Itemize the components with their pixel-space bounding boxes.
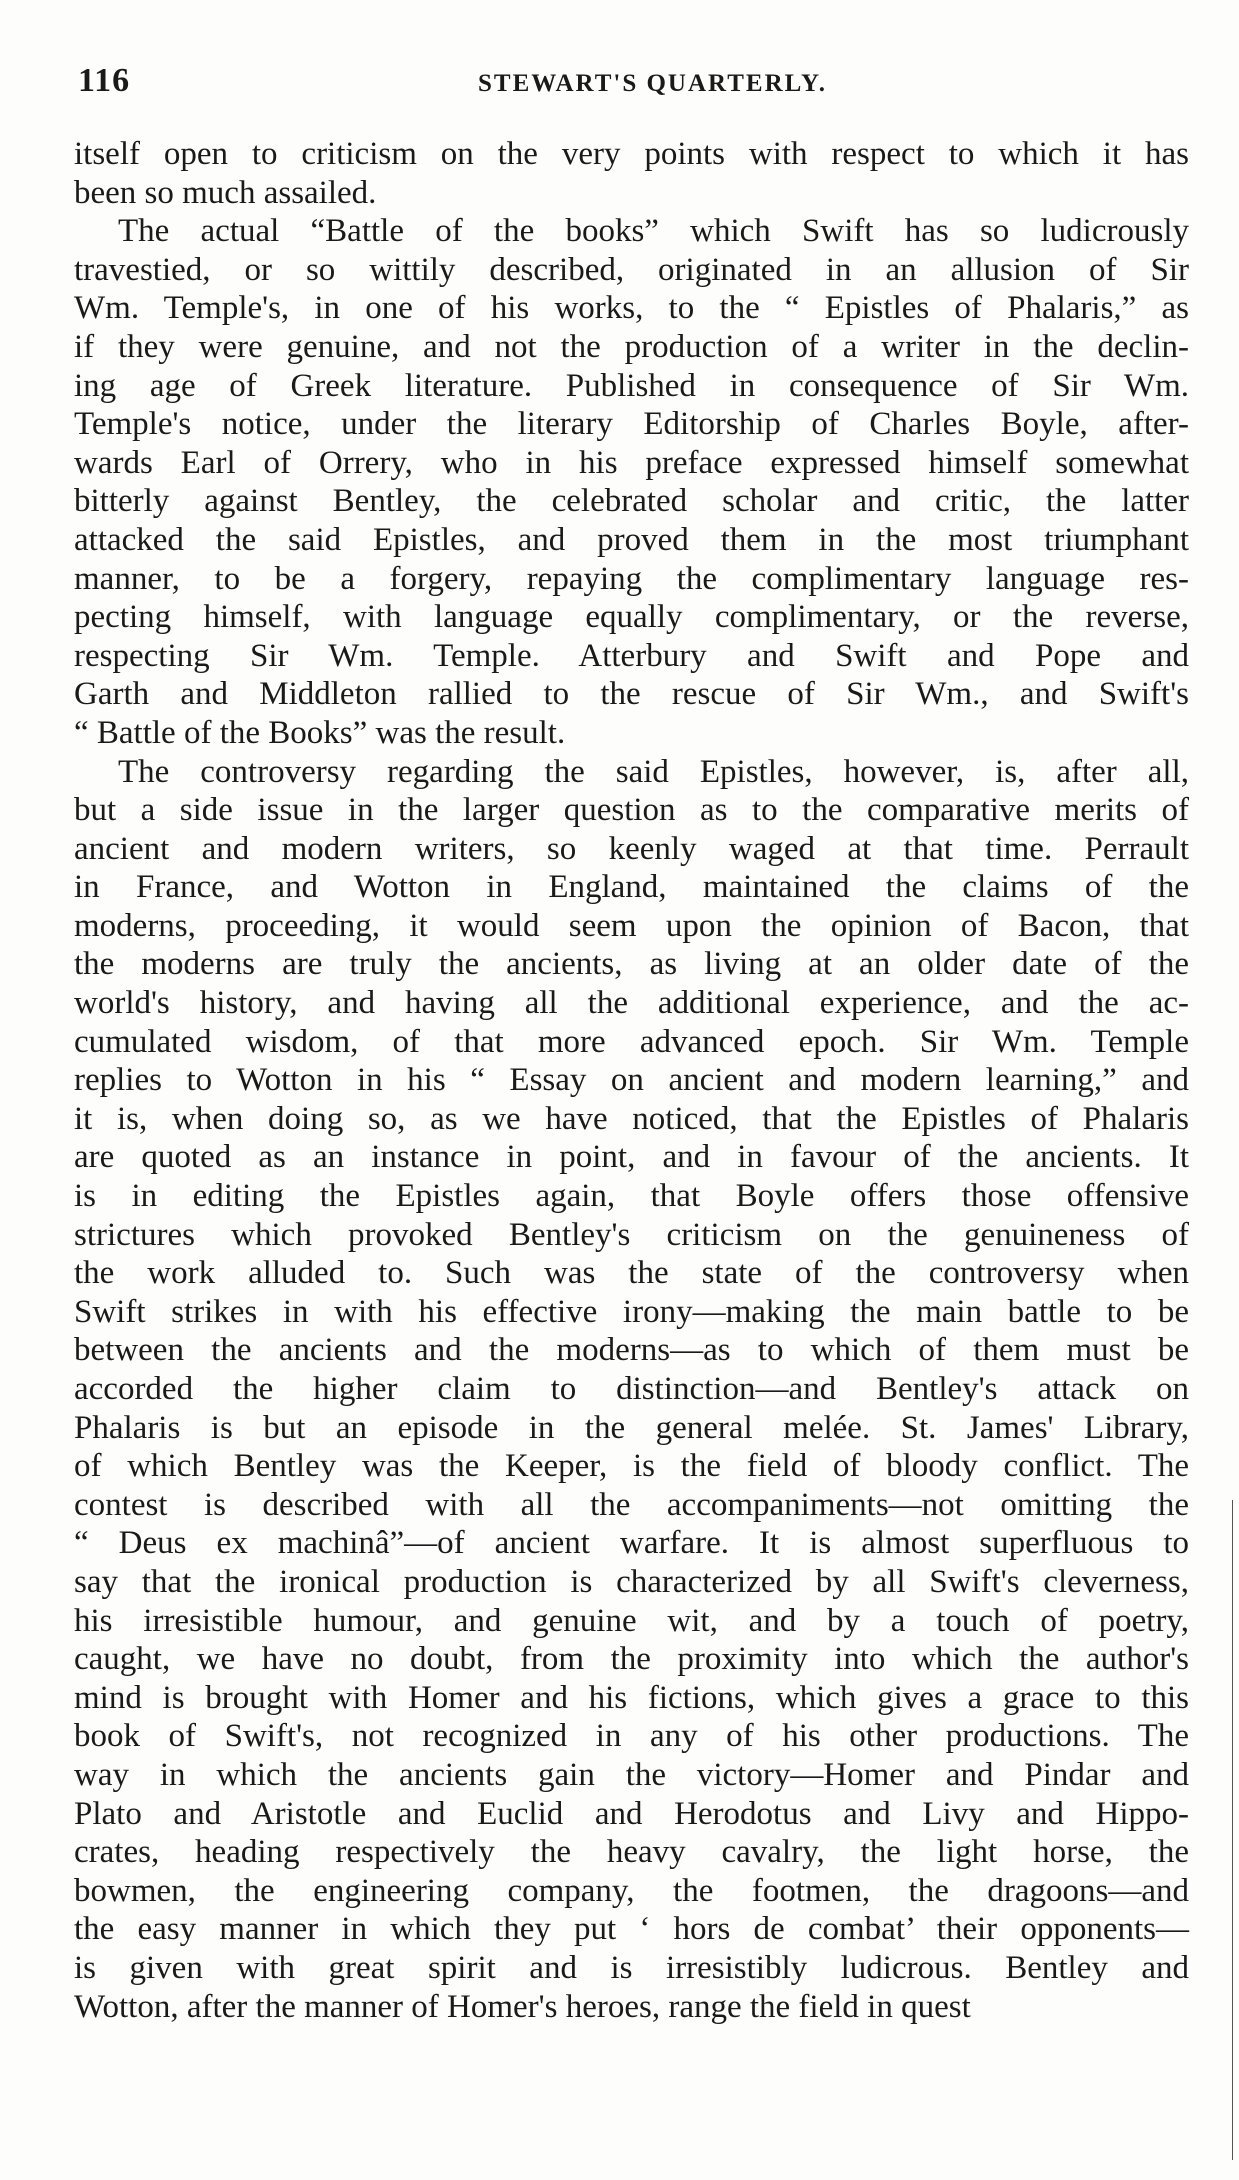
text-line: say that the ironical production is characterized by all Swift's cleverness, [74, 1563, 1189, 1600]
text-line: itself open to criticism on the very points with respect to which it has [74, 136, 1189, 172]
body-text [74, 135, 1189, 2026]
text-line: replies to Wotton in his “ Essay on ancient and modern learning,” and [74, 1062, 1189, 1099]
text-line: Wm. Temple's, in one of his works, to the “ Epistles of Phalaris,” as [74, 290, 1189, 327]
text-line: ancient and modern writers, so keenly waged at that time. Perrault [74, 830, 1189, 867]
text-line: it is, when doing so, as we have noticed, that the Epistles of Phalaris [74, 1100, 1189, 1137]
text-line: wards Earl of Orrery, who in his preface expressed himself somewhat [74, 444, 1189, 481]
text-line: travestied, or so wittily described, originated in an allusion of Sir [74, 251, 1189, 288]
page-header [78, 62, 1178, 112]
text-line: “ Deus ex machinâ”—of ancient warfare. It is almost superfluous to [74, 1525, 1189, 1562]
margin-rule [1232, 1500, 1233, 2160]
text-line: are quoted as an instance in point, and in favour of the ancients. It [74, 1139, 1189, 1176]
text-line: manner, to be a forgery, repaying the complimentary language res- [74, 560, 1189, 597]
text-line: the work alluded to. Such was the state of the controversy when [74, 1255, 1189, 1292]
text-line: mind is brought with Homer and his fictions, which gives a grace to this [74, 1679, 1189, 1716]
text-line: Phalaris is but an episode in the general melée. St. James' Library, [74, 1409, 1189, 1446]
text-line: bowmen, the engineering company, the footmen, the dragoons—and [74, 1872, 1189, 1909]
page-number: 116 [78, 62, 131, 99]
text-line: The actual “Battle of the books” which Swift has so ludicrously [118, 213, 1189, 250]
text-line: way in which the ancients gain the victory—Homer and Pindar and [74, 1756, 1189, 1793]
text-line: of which Bentley was the Keeper, is the field of bloody conflict. The [74, 1448, 1189, 1485]
text-line: the easy manner in which they put ‘ hors de combat’ their opponents— [74, 1911, 1189, 1948]
text-line: Wotton, after the manner of Homer's heroes, range the field in quest [74, 1988, 971, 2025]
text-line: moderns, proceeding, it would seem upon the opinion of Bacon, that [74, 907, 1189, 944]
text-line: attacked the said Epistles, and proved them in the most triumphant [74, 521, 1189, 558]
text-line: The controversy regarding the said Epistles, however, is, after all, [118, 753, 1189, 790]
text-line: Garth and Middleton rallied to the rescue of Sir Wm., and Swift's [74, 676, 1189, 713]
text-line: is given with great spirit and is irresistibly ludicrous. Bentley and [74, 1949, 1189, 1986]
text-line: world's history, and having all the additional experience, and the ac- [74, 985, 1189, 1022]
text-line: between the ancients and the moderns—as to which of them must be [74, 1332, 1189, 1369]
running-head: STEWART'S QUARTERLY. [478, 70, 828, 97]
text-line: been so much assailed. [74, 174, 377, 211]
text-line: respecting Sir Wm. Temple. Atterbury and Swift and Pope and [74, 637, 1189, 674]
text-line: cumulated wisdom, of that more advanced epoch. Sir Wm. Temple [74, 1023, 1189, 1060]
text-line: in France, and Wotton in England, maintained the claims of the [74, 869, 1189, 906]
text-line: pecting himself, with language equally complimentary, or the reverse, [74, 599, 1189, 636]
text-line: Temple's notice, under the literary Editorship of Charles Boyle, after- [74, 406, 1189, 443]
text-line: the moderns are truly the ancients, as living at an older date of the [74, 946, 1189, 983]
text-line: if they were genuine, and not the production of a writer in the declin- [74, 328, 1189, 365]
text-line: book of Swift's, not recognized in any of his other productions. The [74, 1718, 1189, 1755]
text-line: “ Battle of the Books” was the result. [74, 714, 566, 751]
text-line: caught, we have no doubt, from the proximity into which the author's [74, 1641, 1189, 1678]
text-line: contest is described with all the accompaniments—not omitting the [74, 1486, 1189, 1523]
text-line: but a side issue in the larger question as to the comparative merits of [74, 792, 1189, 829]
text-line: strictures which provoked Bentley's criticism on the genuineness of [74, 1216, 1189, 1253]
text-line: crates, heading respectively the heavy cavalry, the light horse, the [74, 1834, 1189, 1871]
text-line: ing age of Greek literature. Published in consequence of Sir Wm. [74, 367, 1189, 404]
text-line: Swift strikes in with his effective irony—making the main battle to be [74, 1293, 1189, 1330]
text-line: his irresistible humour, and genuine wit, and by a touch of poetry, [74, 1602, 1189, 1639]
text-line: accorded the higher claim to distinction—and Bentley's attack on [74, 1371, 1189, 1407]
text-line: bitterly against Bentley, the celebrated scholar and critic, the latter [74, 483, 1189, 520]
text-line: Plato and Aristotle and Euclid and Herodotus and Livy and Hippo- [74, 1795, 1189, 1832]
text-line: is in editing the Epistles again, that Boyle offers those offensive [74, 1178, 1189, 1215]
